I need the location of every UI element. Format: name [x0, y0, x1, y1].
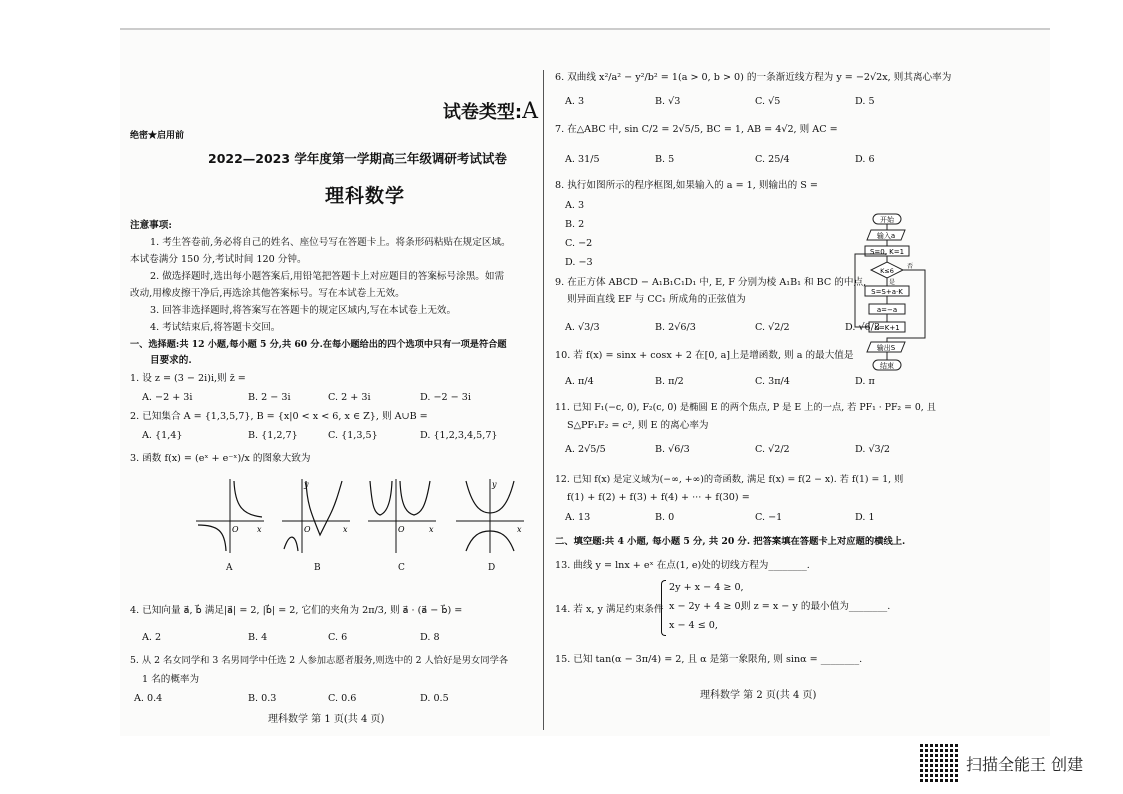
- svg-text:x: x: [429, 525, 434, 534]
- q4-option-b: B. 4: [248, 632, 268, 643]
- q9-stem: 9. 在正方体 ABCD − A₁B₁C₁D₁ 中, E, F 分别为棱 A₁B₁ 和 BC 的中点,: [555, 277, 867, 288]
- q4-option-d: D. 8: [420, 632, 440, 643]
- q3-graph-b: [280, 475, 352, 555]
- q1-option-c: C. 2 + 3i: [328, 392, 371, 403]
- q12-option-a: A. 13: [565, 512, 591, 523]
- section1-heading: 一、选择题:共 12 小题,每小题 5 分,共 60 分.在每小题给出的四个选项中只有一项是符合题: [130, 339, 507, 350]
- q8-option-c: C. −2: [565, 238, 593, 249]
- column-divider: [543, 70, 544, 730]
- svg-text:输出S: 输出S: [876, 344, 896, 352]
- svg-text:是: 是: [889, 279, 896, 286]
- svg-text:O: O: [232, 525, 239, 534]
- footer-page-2: 理科数学 第 2 页(共 4 页): [700, 690, 817, 701]
- note-line-5: 3. 回答非选择题时,将答案写在答题卡的规定区域内,写在本试卷上无效。: [150, 305, 457, 316]
- notes-heading: 注意事项:: [130, 220, 172, 231]
- q11-option-c: C. √2/2: [755, 444, 790, 455]
- q8-option-a: A. 3: [565, 200, 585, 211]
- paper-type-text: 试卷类型:: [442, 102, 523, 123]
- q12-option-d: D. 1: [855, 512, 875, 523]
- q6-option-a: A. 3: [565, 96, 585, 107]
- svg-text:O: O: [398, 525, 405, 534]
- q4-option-c: C. 6: [328, 632, 348, 643]
- q5-option-a: A. 0.4: [134, 693, 163, 704]
- q4-option-a: A. 2: [142, 632, 162, 643]
- q9-option-d: D. √6/3: [845, 322, 881, 333]
- q9-stem-2: 则异面直线 EF 与 CC₁ 所成角的正弦值为: [567, 294, 746, 305]
- q3-stem: 3. 函数 f(x) = (eˣ + e⁻ˣ)/x 的图象大致为: [130, 453, 311, 464]
- svg-text:结束: 结束: [880, 362, 894, 370]
- q2-option-c: C. {1,3,5}: [328, 430, 378, 441]
- footer-page-1: 理科数学 第 1 页(共 4 页): [268, 714, 385, 725]
- q11-option-a: A. 2√5/5: [565, 444, 606, 455]
- q6-option-b: B. √3: [655, 96, 681, 107]
- q2-option-b: B. {1,2,7}: [248, 430, 298, 441]
- q5-stem: 5. 从 2 名女同学和 3 名男同学中任选 2 人参加志愿者服务,则选中的 2 人恰好是男女同学各: [130, 655, 509, 666]
- svg-text:x: x: [517, 525, 522, 534]
- paper-type-letter: A: [522, 99, 538, 124]
- note-line-2: 本试卷满分 150 分,考试时间 120 分钟。: [130, 254, 307, 265]
- svg-text:S=S+a·K: S=S+a·K: [871, 288, 903, 296]
- q11-stem: 11. 已知 F₁(−c, 0), F₂(c, 0) 是椭圆 E 的两个焦点, P 是 E 上的一点, 若 PF₁ · PF₂ = 0, 且: [555, 402, 936, 413]
- q12-option-c: C. −1: [755, 512, 783, 523]
- q7-option-d: D. 6: [855, 154, 875, 165]
- svg-text:开始: 开始: [880, 216, 894, 224]
- q14-constraint-1: 2y + x − 4 ≥ 0,: [669, 582, 744, 593]
- q14-tail: 则 z = x − y 的最小值为________.: [741, 601, 891, 612]
- q14-constraint-2: x − 2y + 4 ≥ 0,: [669, 601, 744, 612]
- q3-label-a: A: [226, 563, 233, 573]
- q7-stem: 7. 在△ABC 中, sin C/2 = 2√5/5, BC = 1, AB = 4√2, 则 AC =: [555, 124, 838, 135]
- exam-sheet: [120, 30, 1050, 736]
- q4-stem: 4. 已知向量 a⃗, b⃗ 满足|a⃗| = 2, |b⃗| = 2, 它们的夹角为 2π/3, 则 a⃗ · (a⃗ − b⃗) =: [130, 605, 463, 616]
- q14-constraint-3: x − 4 ≤ 0,: [669, 620, 718, 631]
- svg-text:K=K+1: K=K+1: [874, 324, 900, 332]
- svg-text:输入a: 输入a: [876, 232, 896, 240]
- q2-option-a: A. {1,4}: [142, 430, 183, 441]
- q8-option-b: B. 2: [565, 219, 585, 230]
- note-line-4: 改动,用橡皮擦干净后,再选涂其他答案标号。写在本试卷上无效。: [130, 288, 405, 299]
- q9-option-a: A. √3/3: [565, 322, 600, 333]
- q10-stem: 10. 若 f(x) = sinx + cosx + 2 在[0, a]上是增函数, 则 a 的最大值是: [555, 350, 854, 361]
- q12-option-b: B. 0: [655, 512, 675, 523]
- q3-label-c: C: [398, 563, 405, 573]
- svg-text:K≤6: K≤6: [880, 267, 894, 275]
- q5-stem-2: 1 名的概率为: [142, 674, 200, 685]
- q7-option-b: B. 5: [655, 154, 675, 165]
- q3-graph-d: [454, 475, 526, 555]
- q8-stem: 8. 执行如图所示的程序框图,如果输入的 a = 1, 则输出的 S =: [555, 180, 818, 191]
- q3-label-d: D: [488, 563, 496, 573]
- q1-option-d: D. −2 − 3i: [420, 392, 471, 403]
- svg-text:S=0, K=1: S=0, K=1: [869, 248, 905, 256]
- secret-mark: 绝密★启用前: [130, 131, 185, 141]
- svg-text:x: x: [257, 525, 262, 534]
- right-column: [545, 30, 1050, 736]
- q6-option-c: C. √5: [755, 96, 781, 107]
- section2-heading: 二、填空题:共 4 小题, 每小题 5 分, 共 20 分. 把答案填在答题卡上对应题的横线上.: [555, 536, 906, 547]
- q3-graph-a: [194, 475, 266, 555]
- q11-option-d: D. √3/2: [855, 444, 891, 455]
- q2-stem: 2. 已知集合 A = {1,3,5,7}, B = {x|0 < x < 6, x ∈ Z}, 则 A∪B =: [130, 411, 428, 422]
- q1-option-b: B. 2 − 3i: [248, 392, 291, 403]
- q8-option-d: D. −3: [565, 257, 593, 268]
- note-line-6: 4. 考试结束后,将答题卡交回。: [150, 322, 281, 333]
- q11-stem-2: S△PF₁F₂ = c², 则 E 的离心率为: [567, 420, 709, 431]
- q5-option-d: D. 0.5: [420, 693, 449, 704]
- svg-text:O: O: [304, 525, 311, 534]
- q6-stem: 6. 双曲线 x²/a² − y²/b² = 1(a > 0, b > 0) 的一条渐近线方程为 y = −2√2x, 则其离心率为: [555, 72, 952, 83]
- q9-option-b: B. 2√6/3: [655, 322, 696, 333]
- q12-stem: 12. 已知 f(x) 是定义域为(−∞, +∞)的奇函数, 满足 f(x) = f(2 − x). 若 f(1) = 1, 则: [555, 474, 904, 485]
- q5-option-c: C. 0.6: [328, 693, 357, 704]
- left-column: [120, 30, 542, 736]
- q10-option-a: A. π/4: [565, 376, 594, 387]
- q13-stem: 13. 曲线 y = lnx + eˣ 在点(1, e)处的切线方程为________.: [555, 560, 810, 571]
- q14-brace: [661, 580, 666, 636]
- note-line-3: 2. 做选择题时,选出每小题答案后,用铅笔把答题卡上对应题目的答案标号涂黑。如需: [150, 271, 505, 282]
- svg-text:x: x: [343, 525, 348, 534]
- q7-option-c: C. 25/4: [755, 154, 790, 165]
- q1-option-a: A. −2 + 3i: [142, 392, 193, 403]
- q15-stem: 15. 已知 tan(α − 3π/4) = 2, 且 α 是第一象限角, 则 sinα = ________.: [555, 654, 863, 665]
- paper-type-label: [443, 98, 538, 124]
- exam-title: 2022—2023 学年度第一学期高三年级调研考试试卷: [208, 151, 507, 166]
- q5-option-b: B. 0.3: [248, 693, 277, 704]
- q6-option-d: D. 5: [855, 96, 875, 107]
- q8-flowchart: [845, 212, 945, 392]
- scanner-watermark: 扫描全能王 创建: [966, 755, 1084, 774]
- q12-stem-2: f(1) + f(2) + f(3) + f(4) + ··· + f(30) =: [567, 492, 750, 503]
- qr-code-icon: [920, 742, 960, 782]
- section1-heading-2: 目要求的.: [150, 355, 192, 366]
- q1-stem: 1. 设 z = (3 − 2i)i,则 z̄ =: [130, 373, 246, 384]
- q10-option-c: C. 3π/4: [755, 376, 790, 387]
- q9-option-c: C. √2/2: [755, 322, 790, 333]
- svg-text:y: y: [304, 480, 309, 489]
- q3-label-b: B: [314, 563, 321, 573]
- q10-option-b: B. π/2: [655, 376, 684, 387]
- svg-text:y: y: [492, 480, 497, 489]
- q2-option-d: D. {1,2,3,4,5,7}: [420, 430, 498, 441]
- q7-option-a: A. 31/5: [565, 154, 600, 165]
- svg-text:否: 否: [907, 263, 914, 270]
- q11-option-b: B. √6/3: [655, 444, 690, 455]
- subject-title: 理科数学: [325, 185, 406, 207]
- q14-stem: 14. 若 x, y 满足约束条件: [555, 604, 664, 615]
- note-line-1: 1. 考生答卷前,务必将自己的姓名、座位号写在答题卡上。将条形码粘贴在规定区域。: [150, 237, 511, 248]
- q10-option-d: D. π: [855, 376, 875, 387]
- q3-graph-c: [366, 475, 438, 555]
- svg-text:a=−a: a=−a: [876, 306, 898, 314]
